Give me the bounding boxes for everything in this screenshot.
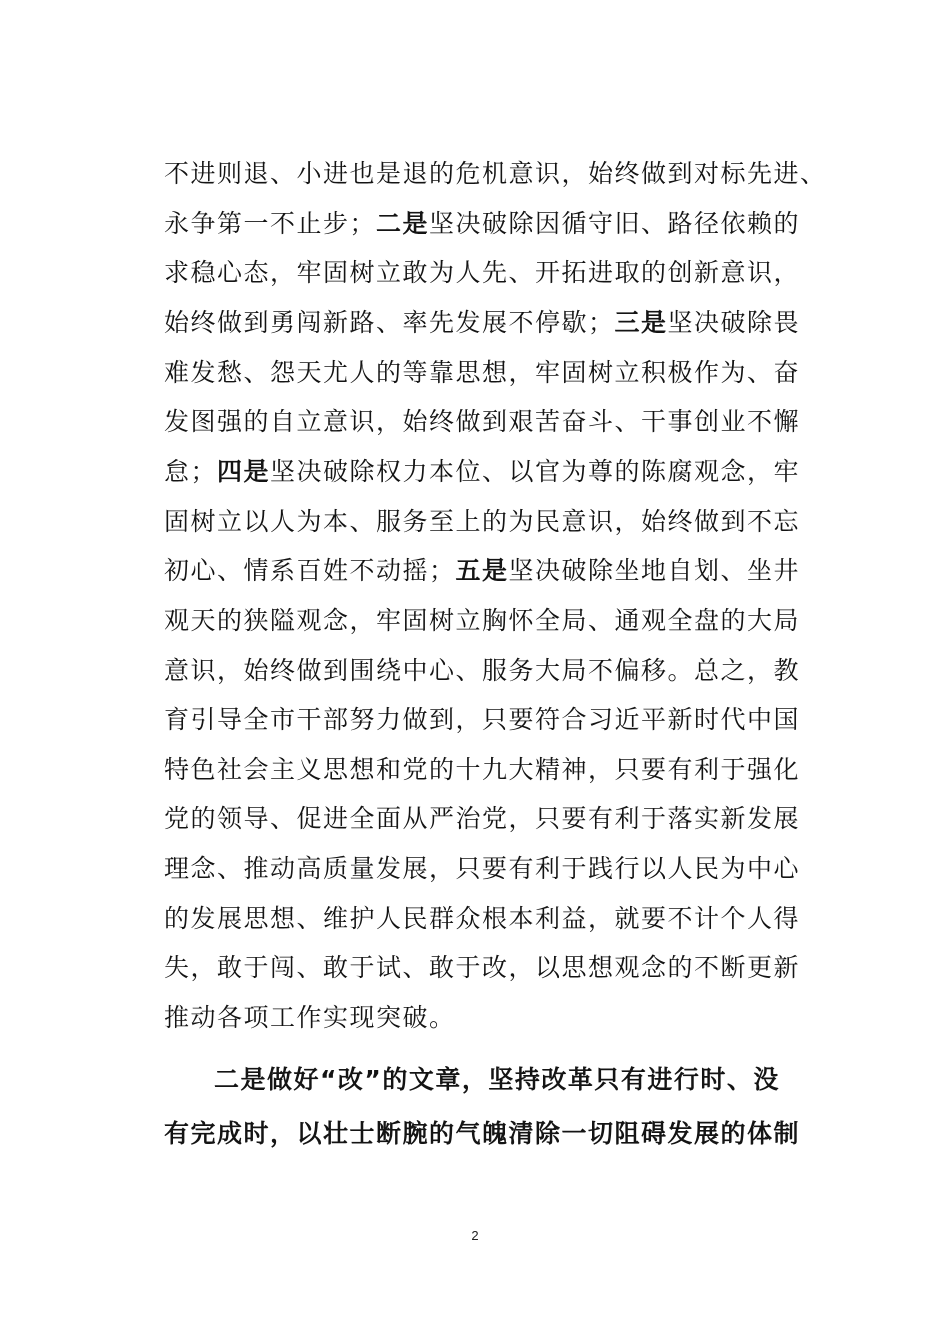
text-segment: 党的领导、促进全面从严治党，只要有利于落实新发展	[164, 804, 801, 834]
text-line	[164, 646, 804, 696]
text-line	[164, 794, 804, 844]
text-segment: 难发愁、怨天尤人的等靠思想，牢固树立积极作为、奋	[164, 357, 801, 387]
text-segment: 始终做到勇闯新路、率先发展不停歇；	[164, 307, 615, 337]
text-segment: 发图强的自立意识，始终做到艰苦奋斗、干事创业不懈	[164, 407, 801, 437]
text-line	[164, 397, 804, 447]
text-line	[164, 298, 804, 348]
page-number: 2	[471, 1228, 479, 1243]
text-line	[164, 745, 804, 795]
text-line	[164, 844, 804, 894]
text-segment: 永争第一不止步；	[164, 208, 377, 238]
bold-keyword: 二是	[376, 208, 430, 238]
bold-keyword: 五是	[455, 556, 509, 586]
text-line	[164, 497, 804, 547]
text-line	[164, 546, 804, 596]
text-line	[164, 596, 804, 646]
text-segment: 怠；	[164, 456, 218, 486]
bold-keyword: 三是	[614, 307, 668, 337]
text-segment: 观天的狭隘观念，牢固树立胸怀全局、通观全盘的大局	[164, 605, 801, 635]
text-segment: 推动各项工作实现突破。	[164, 1003, 456, 1033]
text-line	[164, 695, 804, 745]
text-segment: 坚决破除畏	[667, 307, 801, 337]
text-segment: 特色社会主义思想和党的十九大精神，只要有利于强化	[164, 754, 801, 784]
text-segment: 不进则退、小进也是退的危机意识，始终做到对标先进、	[164, 159, 827, 188]
text-segment: 求稳心态，牢固树立敢为人先、开拓进取的创新意识，	[164, 258, 801, 288]
text-line	[164, 894, 804, 944]
text-segment: 育引导全市干部努力做到，只要符合习近平新时代中国	[164, 705, 801, 735]
text-line	[164, 348, 804, 398]
heading-line: 二是做好“改”的文章，坚持改革只有进行时、没	[214, 1065, 780, 1094]
text-line	[164, 149, 827, 199]
heading-line: 有完成时，以壮士断腕的气魄清除一切阻碍发展的体制	[164, 1119, 801, 1148]
text-line	[164, 943, 804, 993]
text-line	[164, 248, 804, 298]
text-line	[164, 447, 804, 497]
text-segment: 坚决破除权力本位、以官为尊的陈腐观念，牢	[270, 456, 801, 486]
text-line	[164, 199, 804, 249]
text-segment: 初心、情系百姓不动摇；	[164, 556, 456, 586]
text-line	[164, 993, 804, 1043]
text-segment: 坚决破除坐地自划、坐井	[508, 556, 801, 586]
text-segment: 坚决破除因循守旧、路径依赖的	[429, 208, 801, 238]
text-segment: 失，敢于闯、敢于试、敢于改，以思想观念的不断更新	[164, 953, 801, 983]
text-segment: 固树立以人为本、服务至上的为民意识，始终做到不忘	[164, 506, 801, 536]
text-segment: 意识，始终做到围绕中心、服务大局不偏移。总之，教	[164, 655, 801, 685]
bold-keyword: 四是	[217, 456, 271, 486]
text-segment: 的发展思想、维护人民群众根本利益，就要不计个人得	[164, 903, 801, 933]
text-segment: 理念、推动高质量发展，只要有利于践行以人民为中心	[164, 854, 801, 884]
